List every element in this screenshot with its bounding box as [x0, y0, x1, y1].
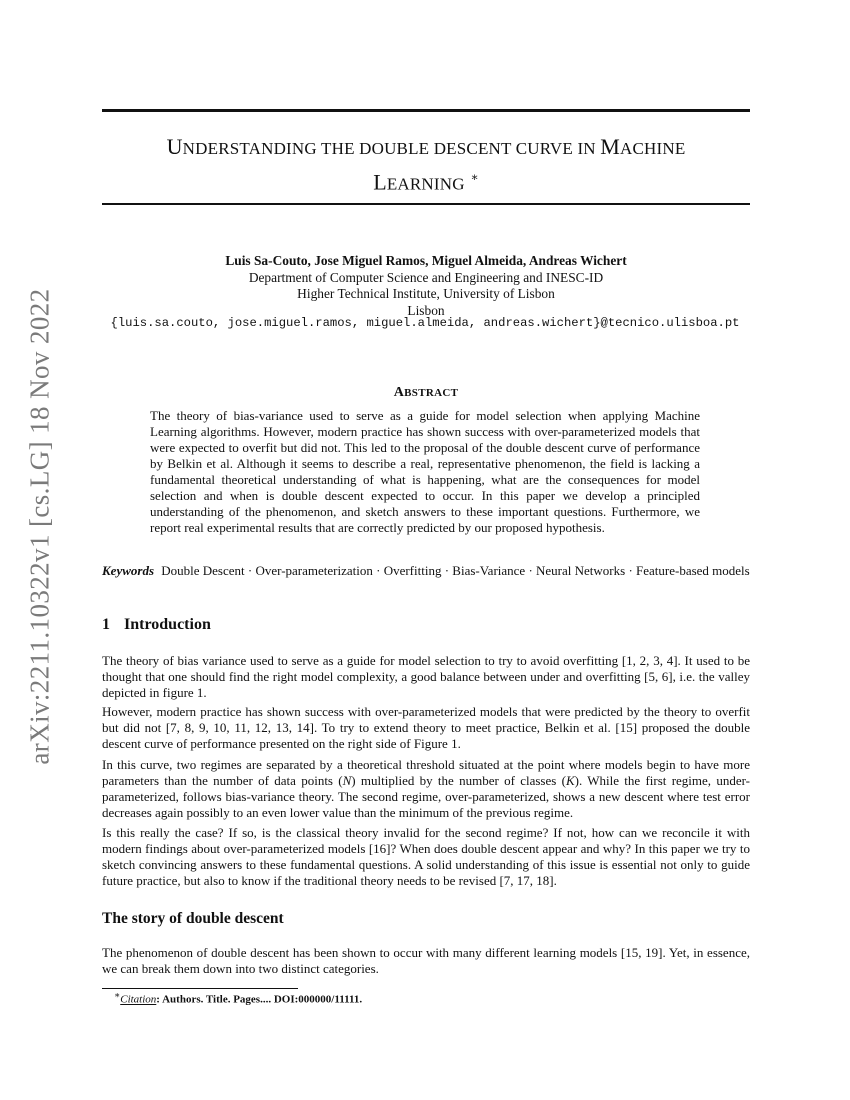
footnote — [114, 990, 362, 1006]
keywords-list: Double Descent · Over-parameterization · Overfitting · Bias-Variance · Neural Networks · Feature-based models — [161, 563, 750, 578]
abstract-heading: ABSTRACT — [393, 385, 459, 400]
abstract-text: The theory of bias-variance used to serve as a guide for model selection when applying Machine Learning algorithms. However, modern practice has shown success with over-parameterized models that were expected to overfit but did not. This led to the proposal of the double descent curve of performance by Belkin et al. Although it seems to describe a real, representative phenomenon, the field is lacking a fundamental theoretical understanding of what is happening, what are the consequences for model selection and when is double descent expected to occur. In this paper we develop a principled understanding of the phenomenon, and sketch answers to these important questions. Furthermore, we report real experimental results that are correctly predicted by our proposed hypothesis. — [150, 408, 700, 535]
intro-paragraph-4: Is this really the case? If so, is the classical theory invalid for the second regime? If not, how can we reconcile it with modern findings about over-parameterized models [16]? When does double descent appear and why? In this paper we try to sketch convincing answers to these fundamental questions. A solid understanding of this issue is essential not only to guide future practice, but also to know if the traditional theory needs to be revised [7, 17, 18]. — [102, 825, 750, 888]
keywords-block — [102, 563, 750, 579]
section-number: 1 — [102, 616, 110, 633]
keywords-label: Keywords — [102, 563, 154, 578]
footnote-text: : Authors. Title. Pages.... DOI:000000/11111. — [156, 993, 363, 1006]
affiliation-city: Lisbon — [407, 302, 445, 318]
arxiv-identifier: arXiv:2211.10322v1 [cs.LG] 18 Nov 2022 — [24, 288, 55, 765]
symbol-n: N — [342, 773, 352, 788]
title-bottom-rule — [102, 203, 750, 205]
affiliation-department: Department of Computer Science and Engineering and INESC-ID — [248, 269, 604, 285]
subsection-heading: The story of double descent — [102, 910, 284, 927]
paper-title — [102, 132, 750, 198]
footnote-marker: ∗ — [114, 990, 121, 1000]
affiliation-institute: Higher Technical Institute, University of Lisbon — [297, 286, 555, 301]
intro-paragraph-2: However, modern practice has shown success with over-parameterized models that were predicted by the theory to overfit but did not [7, 8, 9, 10, 11, 12, 13, 14]. To try to extend theory to meet practice, Belkin et al. [15] proposed the double descent curve of performance presented on the right side of Figure 1. — [102, 704, 750, 751]
intro-paragraph-1: The theory of bias variance used to serve as a guide for model selection to try to avoid overfitting [1, 2, 3, 4]. It used to be thought that one should find the right model complexity, a good balance between under and overfitting [5, 6], i.e. the valley depicted in figure 1. — [102, 653, 750, 700]
author-block — [102, 253, 750, 319]
title-line-2: LEARNING ∗ — [373, 169, 479, 195]
author-names: Luis Sa-Couto, Jose Miguel Ramos, Miguel Almeida, Andreas Wichert — [225, 253, 627, 268]
footnote-citation-label: Citation — [120, 993, 157, 1006]
footnote-rule — [102, 988, 298, 989]
title-footnote-marker: ∗ — [470, 170, 479, 184]
title-line-1: UNDERSTANDING THE DOUBLE DESCENT CURVE IN MACHINE — [166, 134, 686, 159]
section-title: Introduction — [124, 616, 211, 633]
subsection-paragraph-1: The phenomenon of double descent has been shown to occur with many different learning models [15, 19]. Yet, in essence, we can break them down into two distinct categories. — [102, 945, 750, 976]
intro-paragraph-3: In this curve, two regimes are separated by a theoretical threshold situated at the point where models begin to have more parameters than the number of data points (N) multiplied by the number of classes (K). While the first regime, under-parameterized, follows bias-variance theory. The second regime, over-parameterized, shows a new descent where test error decreases again possibly to an even lower value than the minimum of the previous regime. — [102, 757, 750, 820]
author-emails: {luis.sa.couto, jose.miguel.ramos, miguel.almeida, andreas.wichert}@tecnico.ulisboa.pt — [110, 316, 740, 330]
symbol-k: K — [565, 773, 575, 788]
section-heading-introduction — [102, 616, 211, 634]
top-rule — [102, 109, 750, 112]
